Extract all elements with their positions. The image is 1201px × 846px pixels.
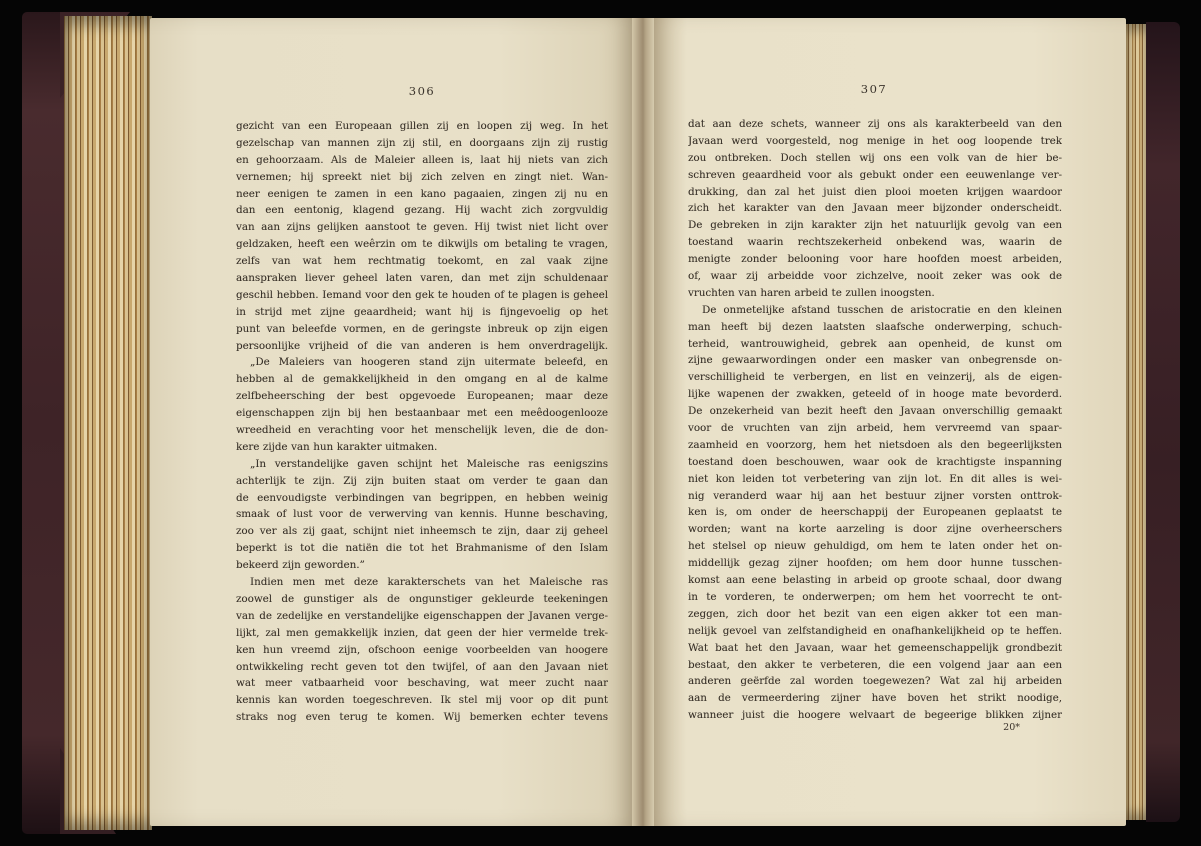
text-line: van de zedelijke en verstandelijke eigenschappen der Javanen verge- <box>236 609 608 622</box>
text-line: menigte zonder belooning voor hare hoofden moest arbeiden, <box>688 253 1062 266</box>
text-line: de eenvoudigste verbindingen van begrippen, en hebben weinig <box>236 491 608 504</box>
text-line: „In verstandelijke gaven schijnt het Maleische ras eenigszins <box>250 457 608 470</box>
text-line: De onzekerheid van bezit heeft den Javaan onverschillig gemaakt <box>688 405 1062 418</box>
page-edges-right <box>1126 24 1148 820</box>
text-line: zaamheid en voorzorg, hem het nietsdoen als den begeerlijksten <box>688 438 1062 451</box>
signature-mark: 20* <box>1003 722 1020 733</box>
text-line: zelfbeheersching der best opgevoede Europeanen; maar deze <box>236 390 608 403</box>
text-line: toestand waarin rechtszekerheid onbekend was, waarin de <box>688 236 1062 249</box>
text-line: Wat baat het den Javaan, waar het gemeenschappelijk grondbezit <box>688 641 1062 654</box>
text-line: De gebreken in zijn karakter zijn het natuurlijk gevolg van een <box>688 219 1062 232</box>
text-line: of, waar zij arbeidde voor zichzelve, nooit zeker was ook de <box>688 270 1062 283</box>
text-line: middellijk gezag zijner hoofden; om hem door hunne tusschen- <box>688 557 1062 570</box>
text-line: vernemen; hij spreekt niet bij zich zelven en zingt niet. Wan- <box>236 170 608 183</box>
text-line: terheid, wantrouwigheid, gebrek aan openheid, de kunst om <box>688 337 1062 350</box>
text-line: straks nog even terug te komen. Wij bemerken echter tevens <box>236 711 608 724</box>
text-line: vruchten van haren arbeid te zullen inoogsten. <box>688 286 935 299</box>
text-line: verschilligheid te verbergen, en list en veinzerij, als de eigen- <box>688 371 1062 384</box>
text-line: Javaan werd voorgesteld, nog menige in het oog loopende trek <box>688 134 1062 147</box>
text-line: ontwikkeling recht geven tot den twijfel, of aan den Javaan niet <box>236 660 608 673</box>
text-line: dat aan deze schets, wanneer zij ons als karakterbeeld van den <box>688 118 1062 130</box>
text-line: De onmetelijke afstand tusschen de aristocratie en den kleinen <box>702 303 1062 316</box>
page-number-left: 306 <box>408 84 436 98</box>
text-line: anderen geërfde zal worden toegewezen? Wat zal hij arbeiden <box>688 675 1062 688</box>
text-line: zoowel de gunstiger als de ongunstiger gekleurde teekeningen <box>236 592 608 605</box>
text-line: zeggen, zich door het bezit van een eigen akker tot een man- <box>688 607 1062 620</box>
text-line: beperkt is tot die natiën die tot het Brahmanisme of den Islam <box>236 542 608 555</box>
text-line: schreven geaardheid voor als gebukt onder een eeuwenlange ver- <box>688 168 1062 181</box>
page-edges-left <box>64 16 152 830</box>
book-page-left <box>150 18 632 826</box>
text-line: het stelsel op nieuw gehuldigd, om hem te laten onder het on- <box>688 540 1062 553</box>
text-line: Indien men met deze karakterschets van het Maleische ras <box>250 576 608 589</box>
text-line: nelijk gevoel van zelfstandigheid en onafhankelijkheid op te heffen. <box>688 624 1062 637</box>
text-line: niet kon leiden tot verbetering van zijn lot. En dit alles is wei- <box>688 472 1062 485</box>
text-line: bestaat, den akker te verbeteren, die een volgend jaar aan een <box>688 658 1062 671</box>
text-line: en gehoorzaam. Als de Maleier alleen is, laat hij niets van zich <box>236 153 608 166</box>
text-line: geschil hebben. Iemand voor den gek te houden of te plagen is geheel <box>236 288 608 301</box>
text-line: in te vorderen, te onderwerpen; om hem het voorrecht te ont- <box>688 590 1062 603</box>
text-line: ken is, om onder de heerschappij der Europeanen geplaatst te <box>688 506 1062 519</box>
book-cover-right <box>1146 22 1180 822</box>
text-line: gezicht van een Europeaan gillen zij en loopen zij weg. In het <box>236 120 608 132</box>
text-line: ken hun vreemd zijn, ofschoon eenige voorbeelden van hoogere <box>236 643 608 656</box>
book-page-right <box>654 18 1126 826</box>
text-line: zou ontbreken. Doch stellen wij ons een volk van de hier be- <box>688 151 1062 164</box>
text-line: kere zijde van hun karakter uitmaken. <box>236 440 438 453</box>
text-line: worden; want na korte aarzeling is door zijne overheerschers <box>688 523 1062 536</box>
text-line: lijkt, zal men gemakkelijk inzien, dat geen der hier vermelde trek- <box>236 626 608 639</box>
text-line: neer eenigen te zamen in een kano pagaaien, zingen zij nu en <box>236 187 608 200</box>
text-line: komst aan eene belasting in arbeid op groote schaal, door dwang <box>688 574 1062 587</box>
text-line: man heeft bij dezen laatsten slaafsche onderwerping, schuch- <box>688 320 1062 333</box>
text-line: eigenschappen zijn bij hen bestaanbaar met een meêdoogenlooze <box>236 407 608 420</box>
text-line: zoo ver als zij gaat, schijnt niet inheemsch te zijn, daar zij geheel <box>236 525 608 538</box>
text-line: wat meer vatbaarheid voor beschaving, wat meer zucht naar <box>236 677 608 690</box>
text-line: zich het karakter van den Javaan meer bijzonder onderscheidt. <box>688 202 1062 215</box>
text-line: achterlijk te zijn. Zij zijn buiten staat om verder te gaan dan <box>236 474 608 487</box>
page-text-left <box>236 118 608 726</box>
text-line: van aan zijns gelijken aanstoot te geven. Hij twist niet licht over <box>236 221 608 234</box>
text-line: aan de vermeerdering zijner have boven het strikt noodige, <box>688 692 1062 705</box>
text-line: lijke wapenen der zwakken, geteeld of in hooge mate bevorderd. <box>688 388 1062 401</box>
text-line: „De Maleiers van hoogeren stand zijn uitermate beleefd, en <box>250 356 608 369</box>
text-line: toestand doen beschouwen, waar ook de krachtigste inspanning <box>688 455 1062 468</box>
text-line: voor de vruchten van zijn arbeid, hem vervreemd van spaar- <box>688 422 1062 435</box>
text-line: dan een eentonig, klagend gezang. Hij wacht zich zorgvuldig <box>236 204 608 217</box>
text-line: persoonlijke vrijheid of die van anderen is hem onverdragelijk. <box>236 339 608 352</box>
text-line: in strijd met zijne geaardheid; want hij is fijngevoelig op het <box>236 305 608 318</box>
text-line: punt van beleefde vormen, en de geringste inbreuk op zijn eigen <box>236 322 608 335</box>
book-gutter <box>632 18 654 826</box>
text-line: hebben al de gemakkelijkheid in den omgang en al de kalme <box>236 373 608 386</box>
page-text-right <box>688 116 1062 724</box>
page-number-right: 307 <box>860 82 888 96</box>
text-line: wanneer juist die hoogere welvaart de begeerige blikken zijner <box>688 709 1062 722</box>
text-line: smaak of lust voor de verwerving van kennis. Hunne beschaving, <box>236 508 608 521</box>
text-line: geldzaken, heeft een weêrzin om te dikwijls om betaling te vragen, <box>236 238 608 251</box>
text-line: kennis kan worden toegeschreven. Ik stel mij voor op dit punt <box>236 694 608 707</box>
text-line: drukking, dan zal het juist dien plooi moeten krijgen waardoor <box>688 185 1062 198</box>
text-line: gezelschap van mannen zijn zij stil, en doorgaans zijn zij rustig <box>236 136 608 149</box>
text-line: bekeerd zijn geworden.” <box>236 559 365 572</box>
text-line: aanspraken liever geheel laten varen, dan met zijn schuldenaar <box>236 272 608 285</box>
text-line: nig veranderd waar hij aan het bestuur zijner vorsten onttrok- <box>688 489 1062 502</box>
text-line: wreedheid en verachting voor het menschelijk leven, die de don- <box>236 424 608 437</box>
text-line: zijne gewaarwordingen onder een masker van onbegrensde on- <box>688 354 1062 367</box>
text-line: zelfs van wat hem rechtmatig toekomt, en zal vaak zijne <box>236 255 608 268</box>
